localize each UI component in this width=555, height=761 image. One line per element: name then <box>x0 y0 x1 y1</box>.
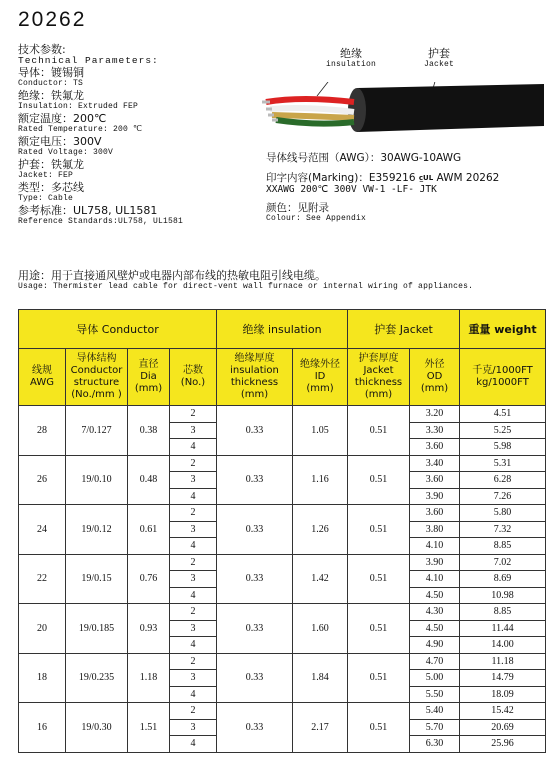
od-cell: 4.10 <box>410 538 460 555</box>
spec-heading <box>18 44 258 65</box>
ins-thickness-cell: 0.33 <box>217 604 293 654</box>
jacket-label-en: Jacket <box>424 60 455 69</box>
col-dia: 直径 Dia (mm) <box>128 349 170 406</box>
ins-od-cell: 2.17 <box>293 703 348 753</box>
awg-cell: 26 <box>19 455 66 505</box>
spec-table <box>18 309 546 753</box>
insulation-label <box>326 48 376 69</box>
weight-cell: 18.09 <box>460 686 546 703</box>
cores-cell: 4 <box>170 736 217 753</box>
weight-cell: 5.80 <box>460 505 546 522</box>
jacket-thickness-cell: 0.51 <box>348 604 410 654</box>
od-cell: 3.90 <box>410 488 460 505</box>
core-green <box>276 120 354 124</box>
dia-cell: 1.18 <box>128 653 170 703</box>
od-cell: 4.50 <box>410 587 460 604</box>
weight-cell: 14.00 <box>460 637 546 654</box>
spec-en: Rated Voltage: 300V <box>18 148 114 157</box>
core-red <box>266 99 354 102</box>
spec-jacket <box>18 159 258 180</box>
spec-en: Jacket: FEP <box>18 171 74 180</box>
ins-thickness-cell: 0.33 <box>217 505 293 555</box>
marking-line1 <box>266 172 551 184</box>
cores-cell: 2 <box>170 604 217 621</box>
colour-cn: 颜色：见附录 <box>266 202 329 214</box>
ins-od-cell: 1.16 <box>293 455 348 505</box>
insulation-label-en: insulation <box>326 60 377 69</box>
weight-cell: 25.96 <box>460 736 546 753</box>
weight-cell: 8.69 <box>460 571 546 588</box>
dia-cell: 0.38 <box>128 406 170 456</box>
od-cell: 3.60 <box>410 472 460 489</box>
spec-en: Conductor: TS <box>18 79 84 88</box>
spec-cn: 护套：铁氟龙 <box>18 158 84 171</box>
marking-awm: AWM 20262 <box>436 172 500 184</box>
structure-cell: 19/0.30 <box>66 703 128 753</box>
weight-cell: 4.51 <box>460 406 546 423</box>
cores-cell: 2 <box>170 554 217 571</box>
cores-cell: 4 <box>170 488 217 505</box>
jacket-group-header: 护套 Jacket <box>348 310 460 349</box>
od-cell: 4.90 <box>410 637 460 654</box>
jacket-body <box>351 84 545 132</box>
core-yellow <box>272 115 354 118</box>
ins-thickness-cell: 0.33 <box>217 653 293 703</box>
insulation-label-cn: 绝缘 <box>340 47 362 60</box>
weight-cell: 5.25 <box>460 422 546 439</box>
spec-cn: 技术参数: <box>18 43 66 56</box>
spec-cn: 额定温度：200℃ <box>18 112 107 125</box>
spec-en: Technical Parameters: <box>18 55 159 66</box>
od-cell: 5.50 <box>410 686 460 703</box>
spec-cn: 类型：多芯线 <box>18 181 84 194</box>
weight-cell: 14.79 <box>460 670 546 687</box>
structure-cell: 19/0.235 <box>66 653 128 703</box>
od-cell: 3.20 <box>410 406 460 423</box>
weight-cell: 5.31 <box>460 455 546 472</box>
weight-cell: 15.42 <box>460 703 546 720</box>
jacket-thickness-cell: 0.51 <box>348 406 410 456</box>
cores-cell: 2 <box>170 505 217 522</box>
spec-conductor <box>18 67 258 88</box>
spec-voltage <box>18 136 258 157</box>
jacket-label-cn: 护套 <box>428 47 450 60</box>
weight-cell: 20.69 <box>460 719 546 736</box>
cores-cell: 3 <box>170 670 217 687</box>
jacket-thickness-cell: 0.51 <box>348 554 410 604</box>
col-ins-od: 绝缘外径 ID (mm) <box>293 349 348 406</box>
od-cell: 3.40 <box>410 455 460 472</box>
colour-en: Colour: See Appendix <box>266 214 367 223</box>
od-cell: 3.80 <box>410 521 460 538</box>
dia-cell: 1.51 <box>128 703 170 753</box>
col-ins-thickness: 绝缘厚度 insulation thickness (mm) <box>217 349 293 406</box>
cores-cell: 4 <box>170 637 217 654</box>
jacket-thickness-cell: 0.51 <box>348 455 410 505</box>
awg-cell: 20 <box>19 604 66 654</box>
weight-cell: 8.85 <box>460 604 546 621</box>
cores-cell: 3 <box>170 620 217 637</box>
col-awg: 线规 AWG <box>19 349 66 406</box>
ins-od-cell: 1.26 <box>293 505 348 555</box>
weight-cell: 7.32 <box>460 521 546 538</box>
awg-cell: 22 <box>19 554 66 604</box>
ins-thickness-cell: 0.33 <box>217 406 293 456</box>
spec-en: Type: Cable <box>18 194 74 203</box>
ins-od-cell: 1.60 <box>293 604 348 654</box>
awg-cell: 28 <box>19 406 66 456</box>
ins-od-cell: 1.05 <box>293 406 348 456</box>
spec-type <box>18 182 258 203</box>
weight-cell: 11.44 <box>460 620 546 637</box>
col-structure: 导体结构 Conductor structure (No./mm ) <box>66 349 128 406</box>
jacket-thickness-cell: 0.51 <box>348 505 410 555</box>
insulation-group-header: 绝缘 insulation <box>217 310 348 349</box>
info-panel <box>266 152 551 231</box>
awg-cell: 18 <box>19 653 66 703</box>
ins-thickness-cell: 0.33 <box>217 455 293 505</box>
marking-text: 印字内容(Marking)：E359216 <box>266 172 416 184</box>
marking-line2: XXAWG 200℃ 300V VW-1 -LF- JTK <box>266 184 437 195</box>
table-row <box>19 554 546 571</box>
spec-en: Insulation: Extruded FEP <box>18 102 139 111</box>
colour <box>266 202 551 223</box>
structure-cell: 19/0.185 <box>66 604 128 654</box>
cable-illustration <box>262 82 544 140</box>
weight-cell: 10.98 <box>460 587 546 604</box>
dia-cell: 0.93 <box>128 604 170 654</box>
col-od: 外径 OD (mm) <box>410 349 460 406</box>
weight-cell: 5.98 <box>460 439 546 456</box>
od-cell: 5.40 <box>410 703 460 720</box>
spec-cn: 绝缘：铁氟龙 <box>18 89 84 102</box>
conductor-group-header: 导体 Conductor <box>19 310 217 349</box>
spec-en: Reference Standards:UL758, UL1581 <box>18 217 184 226</box>
table-row <box>19 653 546 670</box>
od-cell: 5.00 <box>410 670 460 687</box>
od-cell: 3.60 <box>410 505 460 522</box>
usage-cn: 用途：用于直接通风壁炉或电器内部布线的热敏电阻引线电缆。 <box>18 269 326 282</box>
jacket-thickness-cell: 0.51 <box>348 703 410 753</box>
spec-standards <box>18 205 258 226</box>
od-cell: 3.60 <box>410 439 460 456</box>
table-row <box>19 604 546 621</box>
structure-cell: 19/0.12 <box>66 505 128 555</box>
weight-cell: 6.28 <box>460 472 546 489</box>
spec-insulation <box>18 90 258 111</box>
od-cell: 3.90 <box>410 554 460 571</box>
od-cell: 6.30 <box>410 736 460 753</box>
od-cell: 4.50 <box>410 620 460 637</box>
cores-cell: 4 <box>170 538 217 555</box>
cores-cell: 4 <box>170 686 217 703</box>
spec-cn: 额定电压：300V <box>18 135 102 148</box>
spec-temperature <box>18 113 258 134</box>
awg-range: 导体线号范围（AWG）：30AWG-10AWG <box>266 152 462 164</box>
ins-thickness-cell: 0.33 <box>217 703 293 753</box>
dia-cell: 0.61 <box>128 505 170 555</box>
table-row <box>19 703 546 720</box>
cores-cell: 4 <box>170 439 217 456</box>
core-white <box>270 108 354 112</box>
od-cell: 3.30 <box>410 422 460 439</box>
od-cell: 4.10 <box>410 571 460 588</box>
cores-cell: 4 <box>170 587 217 604</box>
od-cell: 5.70 <box>410 719 460 736</box>
cores-cell: 2 <box>170 653 217 670</box>
awg-cell: 24 <box>19 505 66 555</box>
col-cores: 芯数 (No.) <box>170 349 217 406</box>
spec-cn: 参考标准：UL758, UL1581 <box>18 204 158 217</box>
insulation-leader-line <box>317 82 342 96</box>
dia-cell: 0.48 <box>128 455 170 505</box>
ins-od-cell: 1.84 <box>293 653 348 703</box>
od-cell: 4.70 <box>410 653 460 670</box>
dia-cell: 0.76 <box>128 554 170 604</box>
weight-cell: 11.18 <box>460 653 546 670</box>
spec-list <box>18 44 258 228</box>
ins-od-cell: 1.42 <box>293 554 348 604</box>
cores-cell: 3 <box>170 571 217 588</box>
cores-cell: 2 <box>170 406 217 423</box>
weight-group-header: 重量 weight <box>460 310 546 349</box>
structure-cell: 19/0.10 <box>66 455 128 505</box>
ins-thickness-cell: 0.33 <box>217 554 293 604</box>
cores-cell: 3 <box>170 422 217 439</box>
jacket-label <box>424 48 454 69</box>
col-jacket-thickness: 护套厚度 Jacket thickness (mm) <box>348 349 410 406</box>
weight-cell: 7.26 <box>460 488 546 505</box>
structure-cell: 7/0.127 <box>66 406 128 456</box>
cores-cell: 3 <box>170 521 217 538</box>
spec-cn: 导体：镀锡铜 <box>18 66 84 79</box>
structure-cell: 19/0.15 <box>66 554 128 604</box>
cores-cell: 2 <box>170 703 217 720</box>
weight-cell: 8.85 <box>460 538 546 555</box>
col-weight: 千克/1000FT kg/1000FT <box>460 349 546 406</box>
cores-cell: 3 <box>170 719 217 736</box>
cores-cell: 2 <box>170 455 217 472</box>
weight-cell: 7.02 <box>460 554 546 571</box>
cores-cell: 3 <box>170 472 217 489</box>
table-row <box>19 455 546 472</box>
table-row <box>19 505 546 522</box>
usage-en: Usage: Thermister lead cable for direct-vent wall furnace or internal wiring of appliances. <box>18 282 474 291</box>
table-row <box>19 406 546 423</box>
usage <box>18 270 548 291</box>
ul-mark: c̲UL <box>418 174 434 182</box>
spec-table-body <box>19 406 546 753</box>
spec-en: Rated Temperature: 200 ℃ <box>18 125 143 134</box>
marking <box>266 172 551 196</box>
od-cell: 4.30 <box>410 604 460 621</box>
page-title: 20262 <box>18 8 87 31</box>
jacket-thickness-cell: 0.51 <box>348 653 410 703</box>
awg-cell: 16 <box>19 703 66 753</box>
